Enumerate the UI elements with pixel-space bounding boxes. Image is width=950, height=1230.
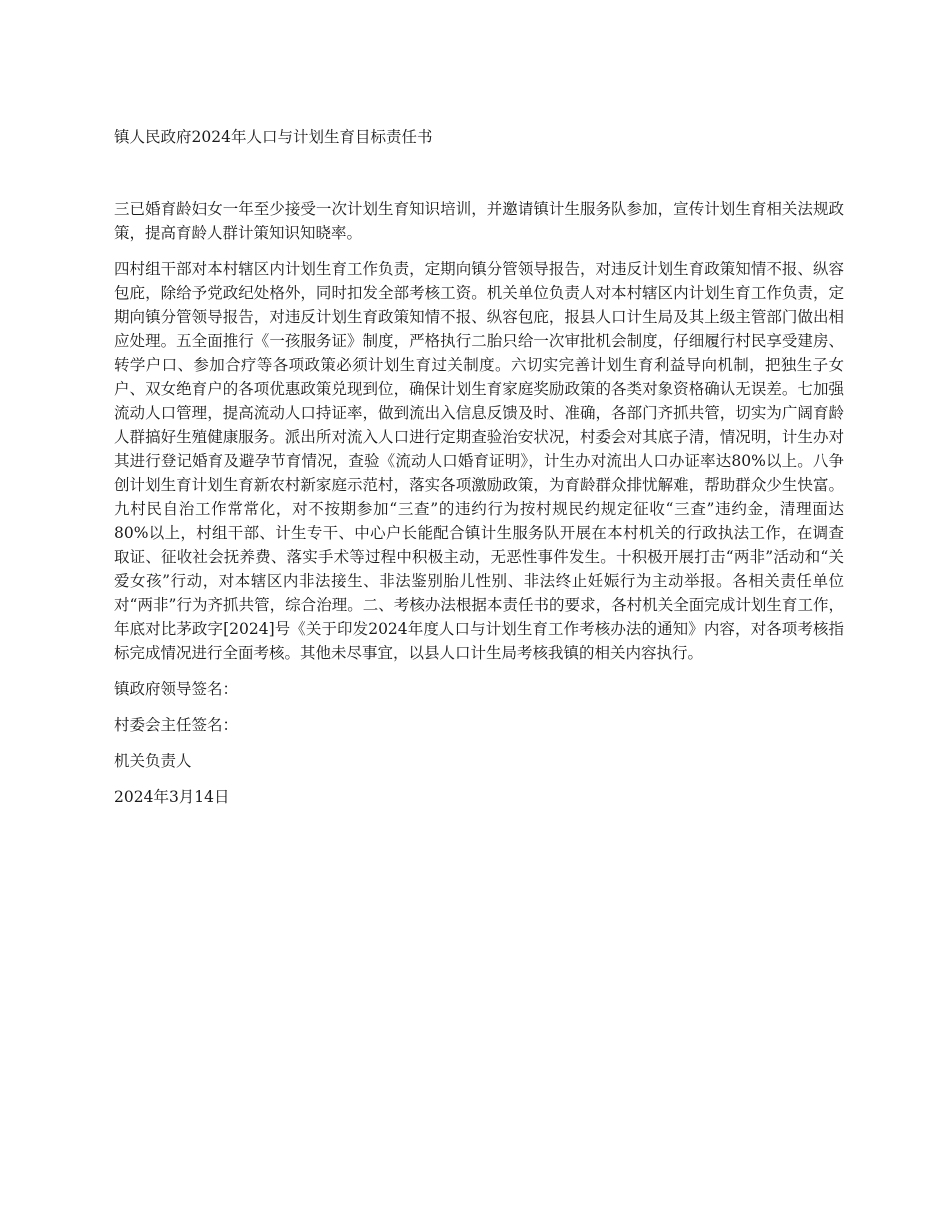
signature-village-director: 村委会主任签名： [114, 716, 239, 734]
paragraph-responsibilities: 四村组干部对本村辖区内计划生育工作负责，定期向镇分管领导报告，对违反计划生育政策知情不报、纵容包庇，除给予党政纪处格外，同时扣发全部考核工资。机关单位负责人对本村辖区内计划生育工作负责，定期向镇分管领导报告，对违反计划生育政策知情不报、纵容包庇，报县人口计生局及其上级主管部门做出相应处理。五全面推行《一孩服务证》制度，严格执行二胎只给一次审批机会制度，仔细履行村民享受建房、转学户口、参加合疗等各项政策必须计划生育过关制度。六切实完善计划生育利益导向机制，把独生子女户、双女绝育户的各项优惠政策兑现到位，确保计划生育家庭奖励政策的各类对象资格确认无误差。七加强流动人口管理，提高流动人口持证率，做到流出入信息反馈及时、准确，各部门齐抓共管，切实为广阔育龄人群搞好生殖健康服务。派出所对流入人口进行定期查验治安状况，村委会对其底子清，情况明，计生办对其进行登记婚育及避孕节育情况，查验《流动人口婚育证明》，计生办对流出人口办证率达80%以上。八争创计划生育计划生育新农村新家庭示范村，落实各项激励政策，为育龄群众排忧解难，帮助群众少生快富。九村民自治工作常常化，对不按期参加“三查”的违约行为按村规民约规定征收“三查”违约金，清理面达80%以上，村组干部、计生专干、中心户长能配合镇计生服务队开展在本村机关的行政执法工作，在调查取证、征收社会抚养费、落实手术等过程中积极主动，无恶性事件发生。十积极开展打击“两非”活动和“关爱女孩”行动，对本辖区内非法接生、非法鉴别胎儿性别、非法终止妊娠行为主动举报。各相关责任单位对“两非”行为齐抓共管，综合治理。二、考核办法根据本责任书的要求，各村机关全面完成计划生育工作，年底对比茅政字[2024]号《关于印发2024年度人口与计划生育工作考核办法的通知》内容，对各项考核指标完成情况进行全面考核。其他未尽事宜，以县人口计生局考核我镇的相关内容执行。 [114, 260, 844, 662]
signature-town-leader: 镇政府领导签名： [114, 680, 239, 698]
document-date: 2024年3月14日 [114, 788, 230, 806]
document-page [114, 125, 844, 821]
document-title: 镇人民政府2024年人口与计划生育目标责任书 [114, 128, 433, 146]
signature-agency-head: 机关负责人 [114, 752, 192, 770]
paragraph-training: 三已婚育龄妇女一年至少接受一次计划生育知识培训，并邀请镇计生服务队参加，宣传计划生育相关法规政策，提高育龄人群计策知识知晓率。 [114, 200, 844, 242]
